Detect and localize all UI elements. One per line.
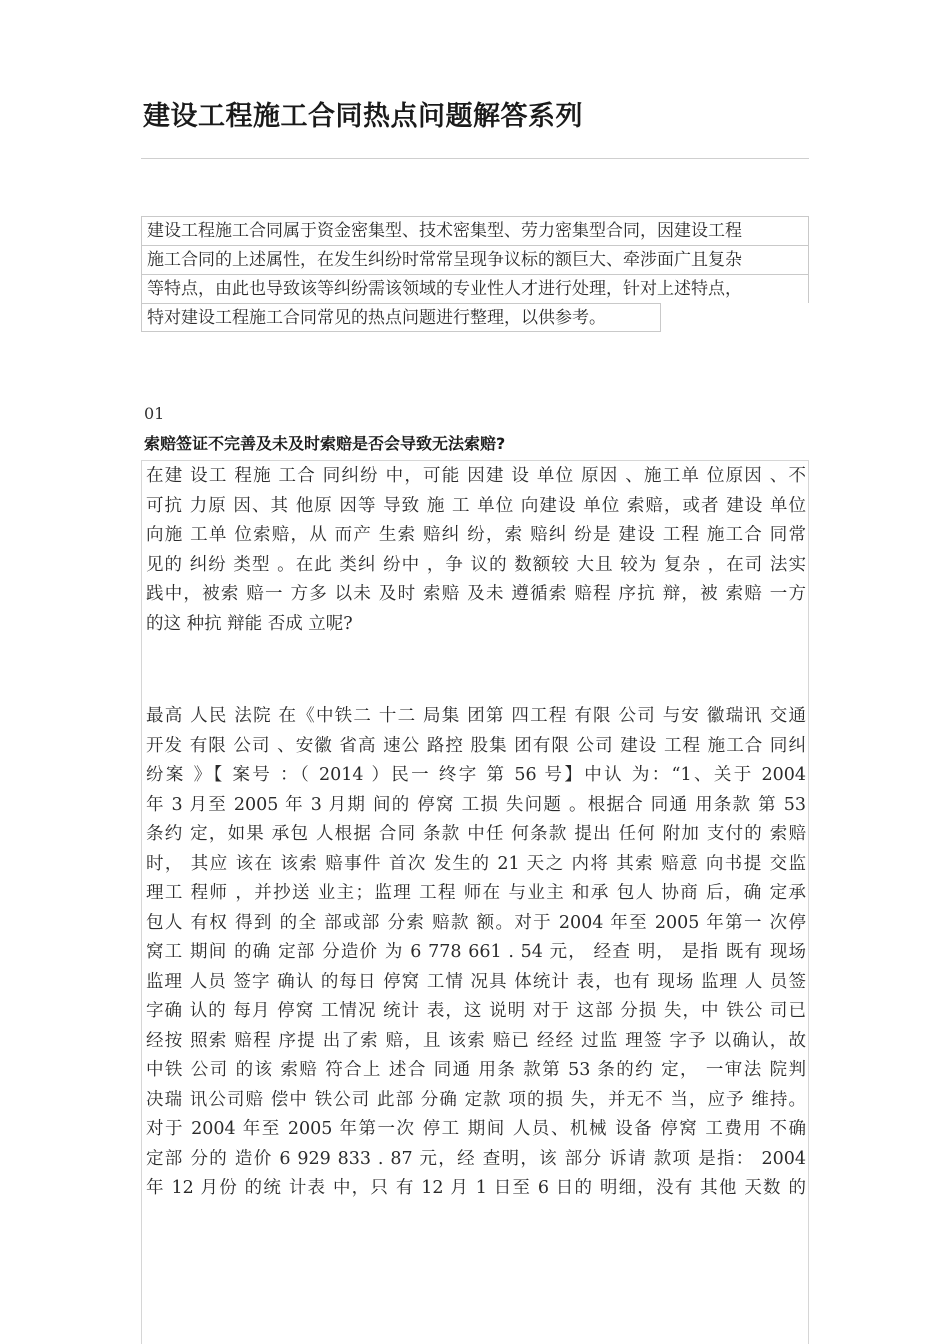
- paragraph-line: 开发 有限 公司 、安徽 省高 速公 路控 股集 团有限 公司 建设 工程 施工合 同纠: [146, 735, 806, 756]
- section-paragraph-1: [146, 462, 806, 639]
- section-paragraph-2: [146, 702, 806, 1204]
- paragraph-line: 年 3 月至 2005 年 3 月期 间的 停窝 工损 失问题 。根据合 同通 用条款 第 53: [146, 794, 806, 815]
- intro-line: 施工合同的上述属性，在发生纠纷时常常呈现争议标的额巨大、牵涉面广且复杂: [141, 245, 809, 274]
- paragraph-line: 中铁 公司 的该 索赔 符合上 述合 同通 用条 款第 53 条的约 定， 一审法 院判: [146, 1060, 806, 1080]
- intro-line: 等特点，由此也导致该等纠纷需该领域的专业性人才进行处理，针对上述特点，: [141, 274, 809, 303]
- paragraph-line: 见的 纠纷 类型 。在此 类纠 纷中 ，争 议的 数额较 大且 较为 复杂 ，在司 法实: [146, 554, 806, 575]
- section-number: 01: [144, 404, 165, 423]
- paragraph-line: 字确 认的 每月 停窝 工情况 统计 表，这 说明 对于 这部 分损 失，中 铁公 司已: [146, 1001, 806, 1021]
- section-heading: 索赔签证不完善及未及时索赔是否会导致无法索赔?: [144, 434, 506, 453]
- paragraph-line: 窝工 期间 的确 定部 分造价 为 6 778 661 . 54 元， 经查 明， 是指 既有 现场: [146, 942, 806, 962]
- paragraph-line: 决瑞 讯公司赔 偿中 铁公司 此部 分确 定款 项的损 失，并无不 当，应予 维持。: [146, 1089, 807, 1110]
- paragraph-line: 纷案 》【 案号 ：（ 2014 ）民一 终字 第 56 号】中认 为：“1、关于 2004: [146, 765, 806, 785]
- paragraph-line: 时， 其应 该在 该索 赔事件 首次 发生的 21 天之 内将 其索 赔意 向书提 交监: [146, 853, 806, 874]
- paragraph-line: 包人 有权 得到 的全 部或部 分索 赔款 额。对于 2004 年至 2005 年第一 次停: [146, 912, 806, 933]
- paragraph-line: 理工 程师 ，并抄送 业主；监理 工程 师在 与业主 和承 包人 协商 后，确 定承: [146, 883, 806, 903]
- paragraph-line: 践中，被索 赔一 方多 以未 及时 索赔 及未 遵循索 赔程 序抗 辩，被 索赔 一方: [146, 584, 806, 604]
- title-divider: [141, 158, 809, 159]
- paragraph-line: 经按 照索 赔程 序提 出了索 赔，且 该索 赔已 经经 过监 理签 字予 以确认，故: [146, 1030, 806, 1051]
- paragraph-line: 监理 人员 签字 确认 的每日 停窝 工情 况具 体统计 表，也有 现场 监理 人 员签: [146, 971, 806, 992]
- paragraph-line: 的这 种抗 辩能 否成 立呢?: [146, 613, 353, 634]
- intro-paragraph: [141, 216, 809, 332]
- document-title: 建设工程施工合同热点问题解答系列: [143, 101, 583, 132]
- paragraph-line: 向施 工单 位索赔，从 而产 生索 赔纠 纷，索 赔纠 纷是 建设 工程 施工合 同常: [146, 525, 806, 545]
- paragraph-line: 条约 定，如果 承包 人根据 合同 条款 中任 何条款 提出 任何 附加 支付的 索赔: [146, 824, 806, 844]
- paragraph-line: 最高 人民 法院 在《中铁二 十二 局集 团第 四工程 有限 公司 与安 徽瑞讯 交通: [146, 706, 806, 726]
- paragraph-line: 对于 2004 年至 2005 年第一次 停工 期间 人员、机械 设备 停窝 工费用 不确: [146, 1119, 806, 1139]
- paragraph-line: 在建 设工 程施 工合 同纠纷 中，可能 因建 设 单位 原因 、施工单 位原因 、不: [146, 466, 806, 486]
- paragraph-line: 定部 分的 造价 6 929 833 . 87 元，经 查明，该 部分 诉请 款项 是指： 2004: [146, 1148, 806, 1169]
- intro-line: 建设工程施工合同属于资金密集型、技术密集型、劳力密集型合同，因建设工程: [141, 216, 809, 245]
- intro-line: 特对建设工程施工合同常见的热点问题进行整理，以供参考。: [141, 303, 661, 332]
- paragraph-line: 年 12 月份 的统 计表 中，只 有 12 月 1 日至 6 日的 明细，没有 其他 天数 的: [146, 1178, 806, 1198]
- paragraph-line: 可抗 力原 因、其 他原 因等 导致 施 工 单位 向建设 单位 索赔，或者 建设 单位: [146, 495, 806, 516]
